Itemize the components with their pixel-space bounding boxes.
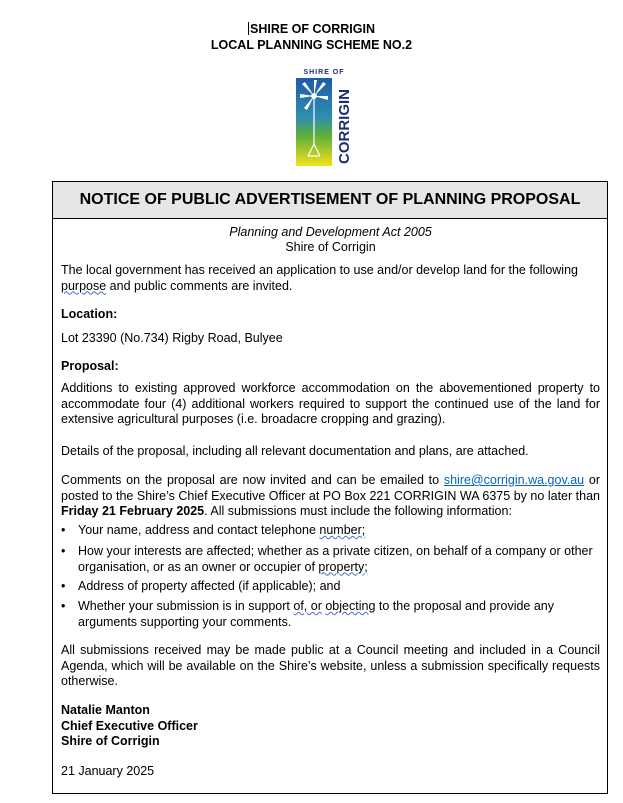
intro-paragraph: The local government has received an application to use and/or develop land for the following purpose and public comments are invited. [61, 263, 578, 293]
logo-corrigin-text: CORRIGIN [336, 89, 353, 164]
shire-of-corrigin-logo [294, 66, 354, 168]
act-name: Planning and Development Act 2005 [229, 225, 432, 239]
header-line-2: LOCAL PLANNING SCHEME NO.2 [210, 38, 413, 52]
email-link[interactable]: shire@corrigin.wa.gov.au [443, 473, 585, 487]
notice-date: 21 January 2025 [61, 764, 155, 778]
logo-shire-of-text: SHIRE OF [303, 69, 345, 76]
signatory-org: Shire of Corrigin [61, 734, 160, 748]
location-heading: Location: [61, 307, 118, 321]
comments-paragraph: Comments on the proposal are now invited and can be emailed to shire@corrigin.wa.gov.au or posted to the Shire’s Chief Executive Officer at PO Box 221 CORRIGIN WA 6375 by no later than Friday 21 February 2025. All submissions must include the following information: [61, 473, 600, 518]
proposal-heading: Proposal: [61, 359, 119, 373]
text-cursor [248, 22, 249, 35]
details-paragraph: Details of the proposal, including all relevant documentation and plans, are attached. [61, 444, 529, 458]
location-value: Lot 23390 (No.734) Rigby Road, Bulyee [61, 331, 283, 345]
notice-title: NOTICE OF PUBLIC ADVERTISEMENT OF PLANNING PROPOSAL [53, 182, 607, 219]
public-note: All submissions received may be made public at a Council meeting and included in a Council Agenda, which will be available on the Shire’s website, unless a submission specifically requests otherwise. [61, 643, 600, 688]
signatory-title: Chief Executive Officer [61, 719, 198, 733]
notice-box: NOTICE OF PUBLIC ADVERTISEMENT OF PLANNING PROPOSAL Planning and Development Act 2005 Shire of Corrigin The local government has received an application to use and/or develop land for the following purpose and public comments are invited. Location: Lot 23390 (No.734) Rigby Road, Bulyee Proposal: Additions to existing approved workforce accommodation on the abovementioned property to accommodate four (4) additional workers required to support the continued use of the land for extensive agricultural purposes (i.e. broadacre cropping and grazing). Details of the proposal, including all relevant documentation and plans, are attached. Comments on the proposal are now invited and can be emailed to shire@corrigin.wa.gov.au or posted to the Shire’s Chief Executive Officer at PO Box 221 CORRIGIN WA 6375 by no later than Friday 21 February 2025. All submissions must include the following information: • Your name, address and contact telephone number; • How your interests are affected; whether as a private citizen, on behalf of a company or other organisation, or as an owner or occupier of property; • Address of property affected (if applicable); and • Whether your submission is in support of, or objecting to the proposal and provide any arguments supporting your comments. All submissions received may be made public at a Council meeting and included in a Council Agenda, which will be available on the Shire’s website, unless a submission specifically requests otherwise. Natalie Manton Chief Executive Officer Shire of Corrigin 21 January 2025 [52, 181, 608, 794]
shire-name: SHIRE OF CORRIGIN [249, 22, 375, 36]
signatory-name: Natalie Manton [61, 703, 150, 717]
header-line-1 [0, 22, 623, 36]
shire-subtitle: Shire of Corrigin [285, 240, 376, 254]
proposal-text: Additions to existing approved workforce accommodation on the abovementioned property to accommodate four (4) additional workers required to support the continued use of the land for extensive agricultural purposes (i.e. broadacre cropping and grazing). [61, 381, 600, 426]
